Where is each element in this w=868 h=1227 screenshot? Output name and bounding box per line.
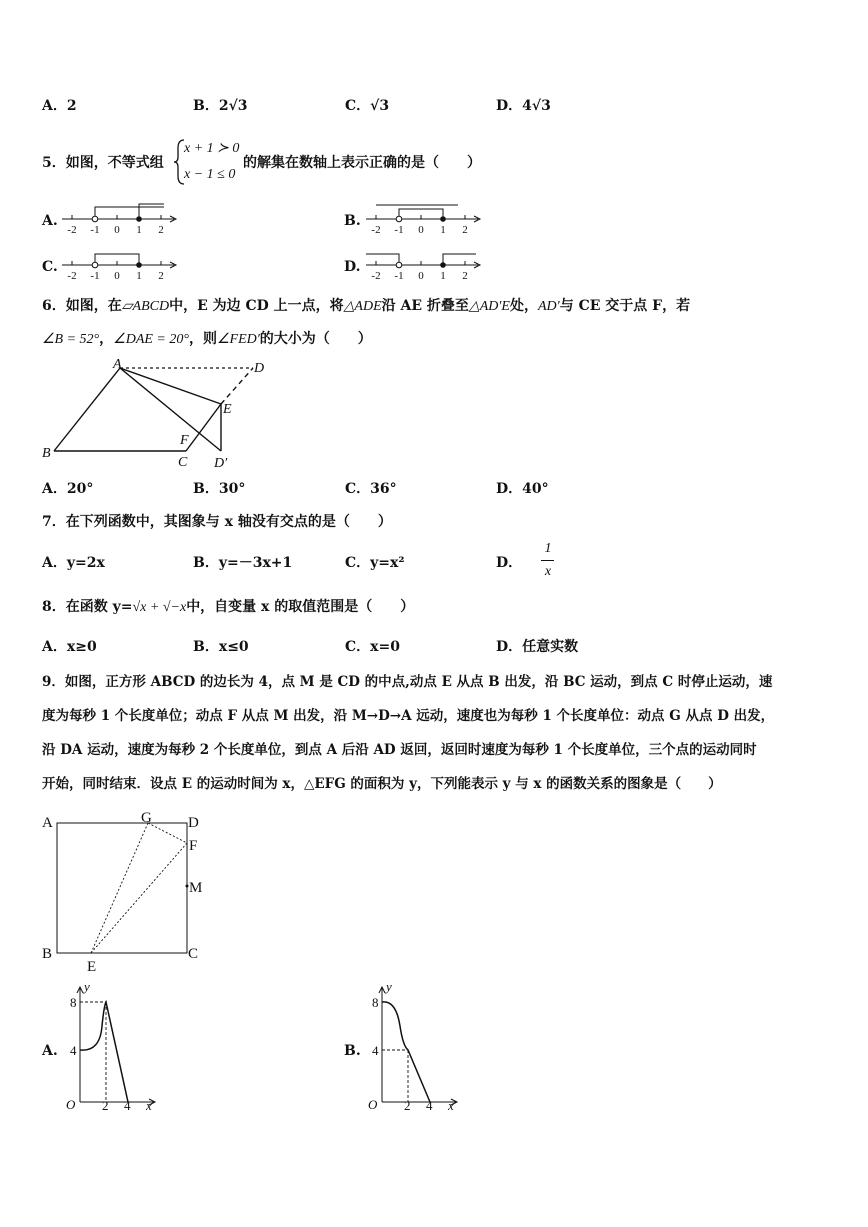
q9-option-b-label[interactable]: B.: [344, 1043, 361, 1059]
q9-stem-line-4: 开始，同时结束．设点 E 的运动时间为 x，△EFG 的面积为 y，下列能表示 y 与 x 的函数关系的图象是（ ）: [42, 776, 722, 792]
q5-number-line-d[interactable]: [364, 249, 484, 281]
tick-label-y8: 8: [372, 995, 379, 1010]
tick-label-x4: 4: [124, 1098, 131, 1113]
label-m: M: [189, 880, 203, 896]
q8-option-b[interactable]: B．x≤0: [193, 639, 249, 655]
tick-label: 2: [158, 270, 164, 282]
label-e: E: [223, 402, 232, 417]
q4-option-b[interactable]: B．2√3: [193, 98, 248, 114]
label-d-prime: D′: [214, 456, 228, 471]
axis-y-label: y: [84, 979, 90, 994]
tick-label-y4: 4: [70, 1043, 77, 1058]
q7-fraction-numerator: 1: [544, 541, 552, 556]
q4-option-a[interactable]: A．2: [42, 98, 77, 114]
q7-option-c[interactable]: C．y=x²: [345, 555, 405, 571]
q7-option-b[interactable]: B．y=－3x+1: [193, 555, 293, 571]
label-d: D: [188, 815, 199, 831]
q5-option-a-label[interactable]: A.: [42, 213, 58, 229]
tick-label-y8: 8: [70, 995, 77, 1010]
q6-option-c[interactable]: C．36°: [345, 481, 397, 497]
origin-label: O: [66, 1097, 76, 1112]
q6-stem-line-1: 6．如图，在▱ABCD中，E 为边 CD 上一点，将△ADE沿 AE 折叠至△AD′E处，AD′与 CE 交于点 F，若: [42, 298, 691, 314]
label-d: D: [254, 361, 265, 376]
q4-option-d[interactable]: D．4√3: [496, 98, 551, 114]
q5-number-line-c[interactable]: [60, 249, 180, 281]
tick-label: -2: [371, 224, 381, 236]
tick-label-x2: 2: [102, 1098, 109, 1113]
q5-stem-pre: 5．如图，不等式组: [42, 155, 164, 171]
tick-label: 1: [136, 270, 142, 282]
tick-label: -2: [67, 224, 77, 236]
q9-square-figure: [40, 810, 210, 975]
tick-label: 0: [418, 270, 424, 282]
q8-option-a[interactable]: A．x≥0: [42, 639, 97, 655]
tick-label: 1: [440, 270, 446, 282]
label-a: A: [42, 815, 53, 831]
tick-label: -1: [90, 224, 100, 236]
q9-stem-line-2: 度为每秒 1 个长度单位；动点 F 从点 M 出发，沿 M→D→A 远动，速度也为每秒 1 个长度单位：动点 G 从点 D 出发，: [42, 708, 775, 724]
q8-stem: 8．在函数 y=√x + √−x中，自变量 x 的取值范围是（ ）: [42, 599, 415, 615]
q9-option-a-label[interactable]: A.: [42, 1043, 58, 1059]
q5-option-d-label[interactable]: D.: [344, 259, 361, 275]
label-b: B: [42, 946, 53, 962]
axis-x-label: x: [448, 1098, 454, 1113]
tick-label: -1: [90, 270, 100, 282]
q5-ineq-1: x + 1 ≻ 0: [184, 141, 240, 156]
tick-label: 2: [462, 270, 468, 282]
axis-y-label: y: [386, 979, 392, 994]
q9-stem-line-1: 9．如图，正方形 ABCD 的边长为 4，点 M 是 CD 的中点,动点 E 从点 B 出发，沿 BC 运动，到点 C 时停止运动，速: [42, 674, 773, 690]
q5-option-c-label[interactable]: C.: [42, 259, 58, 275]
tick-label: -2: [371, 270, 381, 282]
tick-label-x2: 2: [404, 1098, 411, 1113]
tick-label: 1: [136, 224, 142, 236]
q7-fraction-denominator: x: [544, 564, 552, 579]
q5-number-line-a[interactable]: [60, 203, 180, 235]
origin-label: O: [368, 1097, 378, 1112]
q6-option-b[interactable]: B．30°: [193, 481, 246, 497]
q5-number-line-b[interactable]: [364, 203, 484, 235]
tick-label: 0: [114, 224, 120, 236]
q5-ineq-2: x − 1 ≤ 0: [184, 167, 236, 182]
tick-label-x4: 4: [426, 1098, 433, 1113]
label-f: F: [180, 433, 189, 448]
q6-option-d[interactable]: D．40°: [496, 481, 549, 497]
q9-graph-a[interactable]: [62, 978, 162, 1116]
tick-label-y4: 4: [372, 1043, 379, 1058]
label-c: C: [188, 946, 199, 962]
q8-option-d[interactable]: D．任意实数: [496, 639, 579, 655]
label-b: B: [42, 446, 51, 461]
tick-label: -1: [394, 270, 404, 282]
label-c: C: [178, 455, 188, 470]
label-g: G: [141, 810, 152, 826]
q6-stem-line-2: ∠B = 52°，∠DAE = 20°，则∠FED′的大小为（ ）: [42, 331, 372, 347]
tick-label: 0: [418, 224, 424, 236]
q9-stem-line-3: 沿 DA 运动，速度为每秒 2 个长度单位，到点 A 后沿 AD 返回，返回时速度为每秒 1 个长度单位，三个点的运动同时: [42, 742, 757, 758]
q6-option-a[interactable]: A．20°: [42, 481, 94, 497]
tick-label: 2: [158, 224, 164, 236]
tick-label: -1: [394, 224, 404, 236]
label-e: E: [87, 959, 97, 975]
q8-option-c[interactable]: C．x=0: [345, 639, 400, 655]
q7-option-d[interactable]: D．: [496, 555, 523, 571]
label-a: A: [113, 357, 122, 372]
q9-graph-b[interactable]: [364, 978, 464, 1116]
q7-stem: 7．在下列函数中，其图象与 x 轴没有交点的是（ ）: [42, 514, 392, 530]
q7-option-a[interactable]: A．y=2x: [42, 555, 105, 571]
q4-option-c[interactable]: C．√3: [345, 98, 390, 114]
label-f: F: [189, 838, 198, 854]
q5-stem-post: 的解集在数轴上表示正确的是（ ）: [243, 155, 481, 171]
tick-label: 2: [462, 224, 468, 236]
tick-label: 0: [114, 270, 120, 282]
q5-option-b-label[interactable]: B.: [344, 213, 361, 229]
q6-figure: [40, 358, 280, 470]
tick-label: 1: [440, 224, 446, 236]
q7-fraction-bar: [541, 560, 554, 561]
axis-x-label: x: [146, 1098, 152, 1113]
tick-label: -2: [67, 270, 77, 282]
